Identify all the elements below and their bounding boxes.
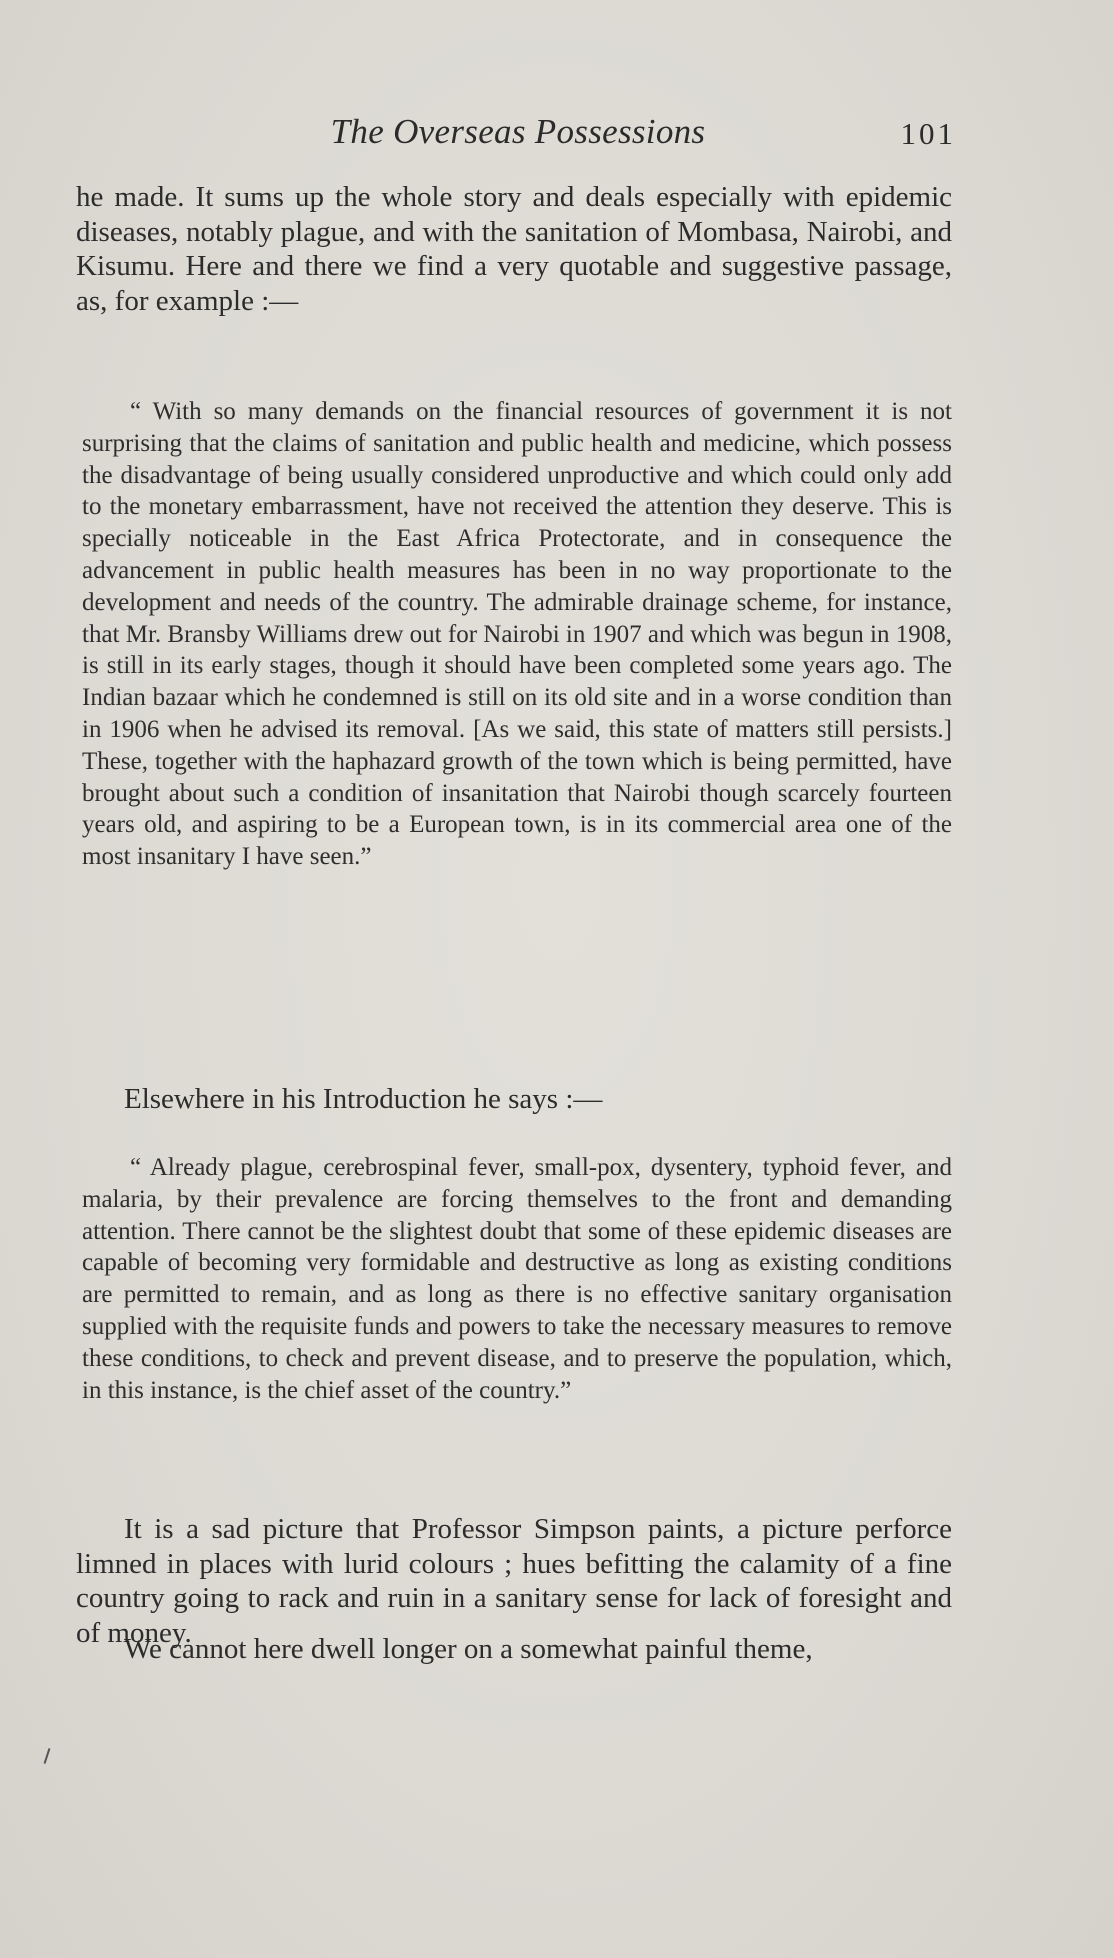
paragraph-intro [76,180,952,318]
block-quote-epidemics-text: “ Already plague, cerebrospinal fever, small-pox, dysentery, typhoid fever, and malaria, by their prevalence are forcing themselves to the front and demanding attention. There cannot be the slightest doubt that some of these epidemic diseases are capable of becoming very formidable and destructive as long as existing conditions are permitted to remain, and as long as there is no effective sanitary organisation supplied with the requisite funds and powers to take the necessary measures to remove these conditions, to check and prevent disease, and to preserve the population, which, in this instance, is the chief asset of the country.” [82,1154,952,1404]
margin-pencil-mark [44,1748,51,1764]
paragraph-sad-picture-text: It is a sad picture that Professor Simpson paints, a picture perforce limned in places with lurid colours ; hues befitting the calamity of a fine country going to rack and ruin in a sanitary sense for lack of foresight and of money. [76,1513,952,1649]
paragraph-dwell [76,1632,952,1667]
paragraph-sad-picture [76,1512,952,1650]
block-quote-nairobi-text: “ With so many demands on the financial resources of government it is not surprising that the claims of sanitation and public health and medicine, which possess the disadvantage of being usually considered unproductive and which could only add to the monetary embarrassment, have not received the attention they deserve. This is specially noticeable in the East Africa Protectorate, and in consequence the advancement in public health measures has been in no way proportionate to the development and needs of the country. The admirable drainage scheme, for instance, that Mr. Bransby Williams drew out for Nairobi in 1907 and which was begun in 1908, is still in its early stages, though it should have been completed some years ago. The Indian bazaar which he condemned is still on its old site and in a worse condition than in 1906 when he advised its removal. [As we said, this state of matters still persists.] These, together with the haphazard growth of the town which is being permitted, have brought about such a condition of insanitation that Nairobi though scarcely fourteen years old, and aspiring to be a European town, is in its commercial area one of the most insanitary I have seen.” [82,398,952,871]
page-header [80,112,956,162]
paragraph-elsewhere [76,1082,952,1117]
block-quote-nairobi [82,396,952,873]
paragraph-dwell-text: We cannot here dwell longer on a somewhat painful theme, [124,1633,813,1665]
page-number: 101 [900,116,956,151]
paragraph-elsewhere-text: Elsewhere in his Introduction he says :— [124,1083,603,1115]
paragraph-intro-text: he made. It sums up the whole story and deals especially with epidemic diseases, notably plague, and with the sanitation of Mombasa, Nairobi, and Kisumu. Here and there we find a very quotable and suggestive passage, as, for example :— [76,181,952,317]
running-title: The Overseas Possessions [330,112,706,151]
block-quote-epidemics [82,1152,952,1406]
